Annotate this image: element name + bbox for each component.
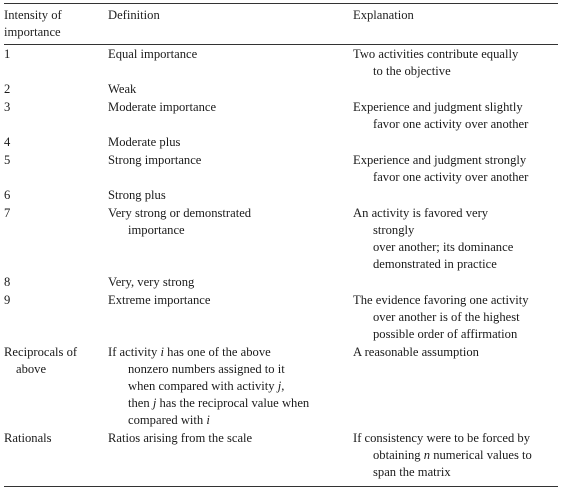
explanation-text: obtaining n numerical values to (373, 448, 532, 462)
cell-definition (108, 344, 353, 429)
definition-text: Moderate plus (108, 135, 181, 149)
cell-intensity (4, 152, 108, 186)
cell-definition (108, 187, 353, 204)
cell-definition (108, 205, 353, 273)
explanation-text: Experience and judgment slightly (353, 100, 523, 114)
definition-text: Very, very strong (108, 275, 195, 289)
definition-text: then j has the reciprocal value when (128, 396, 310, 410)
definition-text: when compared with activity j, (128, 379, 285, 393)
intensity-text: 3 (4, 100, 11, 114)
cell-intensity (4, 187, 108, 204)
definition-text: nonzero numbers assigned to it (128, 362, 285, 376)
cell-explanation (353, 430, 558, 481)
explanation-text: over another is of the highest (373, 310, 520, 324)
cell-definition (108, 152, 353, 186)
definition-text: Moderate importance (108, 100, 217, 114)
cell-explanation (353, 274, 558, 291)
table-row (4, 45, 558, 80)
explanation-text: Experience and judgment strongly (353, 153, 527, 167)
cell-definition (108, 292, 353, 343)
table-row (4, 186, 558, 204)
cell-definition (108, 274, 353, 291)
definition-text: Extreme importance (108, 293, 211, 307)
table-row (4, 204, 558, 273)
explanation-text: to the objective (373, 64, 451, 78)
definition-text: Weak (108, 82, 137, 96)
intensity-text: 7 (4, 206, 11, 220)
explanation-text: demonstrated in practice (373, 257, 497, 271)
cell-intensity (4, 344, 108, 429)
cell-explanation (353, 81, 558, 98)
cell-explanation (353, 99, 558, 133)
cell-definition (108, 81, 353, 98)
intensity-text: Rationals (4, 431, 52, 445)
table-row (4, 98, 558, 133)
explanation-text: favor one activity over another (373, 117, 529, 131)
table-row (4, 429, 558, 481)
header-definition: Definition (108, 8, 160, 22)
cell-definition (108, 430, 353, 481)
intensity-text: 5 (4, 153, 11, 167)
intensity-text: 2 (4, 82, 11, 96)
explanation-text: possible order of affirmation (373, 327, 518, 341)
intensity-text: 4 (4, 135, 11, 149)
cell-explanation (353, 134, 558, 151)
table-row (4, 343, 558, 429)
definition-text: If activity i has one of the above (108, 345, 271, 359)
cell-explanation (353, 152, 558, 186)
cell-definition (108, 46, 353, 80)
intensity-text: 8 (4, 275, 11, 289)
cell-intensity (4, 292, 108, 343)
definition-text: compared with i (128, 413, 210, 427)
header-intensity-line1: Intensity of (4, 8, 62, 22)
cell-intensity (4, 81, 108, 98)
header-explanation: Explanation (353, 8, 414, 22)
explanation-text: strongly (373, 223, 415, 237)
cell-definition (108, 134, 353, 151)
explanation-text: span the matrix (373, 465, 451, 479)
cell-intensity (4, 134, 108, 151)
table-row (4, 133, 558, 151)
explanation-text: Two activities contribute equally (353, 47, 519, 61)
table-row (4, 273, 558, 291)
definition-text: Ratios arising from the scale (108, 431, 253, 445)
explanation-text: An activity is favored very (353, 206, 489, 220)
cell-explanation (353, 344, 558, 429)
explanation-text: over another; its dominance (373, 240, 514, 254)
cell-intensity (4, 430, 108, 481)
explanation-text: favor one activity over another (373, 170, 529, 184)
table-row (4, 291, 558, 343)
cell-intensity (4, 99, 108, 133)
intensity-text: 1 (4, 47, 11, 61)
intensity-scale-table (4, 3, 558, 487)
explanation-text: The evidence favoring one activity (353, 293, 529, 307)
definition-text: Equal importance (108, 47, 198, 61)
cell-explanation (353, 292, 558, 343)
table-header-row (4, 4, 558, 44)
table-body (4, 45, 558, 481)
intensity-text: 6 (4, 188, 11, 202)
header-intensity (4, 7, 108, 41)
explanation-text: If consistency were to be forced by (353, 431, 531, 445)
definition-text: Strong plus (108, 188, 166, 202)
table-row (4, 80, 558, 98)
header-intensity-line2: importance (4, 25, 61, 39)
cell-intensity (4, 46, 108, 80)
intensity-text: 9 (4, 293, 11, 307)
table-row (4, 151, 558, 186)
cell-definition (108, 99, 353, 133)
explanation-text: A reasonable assumption (353, 345, 479, 359)
definition-text: Strong importance (108, 153, 202, 167)
cell-intensity (4, 205, 108, 273)
intensity-text: Reciprocals of (4, 345, 78, 359)
cell-explanation (353, 205, 558, 273)
cell-intensity (4, 274, 108, 291)
definition-text: importance (128, 223, 185, 237)
cell-explanation (353, 46, 558, 80)
cell-explanation (353, 187, 558, 204)
definition-text: Very strong or demonstrated (108, 206, 252, 220)
intensity-text: above (16, 362, 47, 376)
